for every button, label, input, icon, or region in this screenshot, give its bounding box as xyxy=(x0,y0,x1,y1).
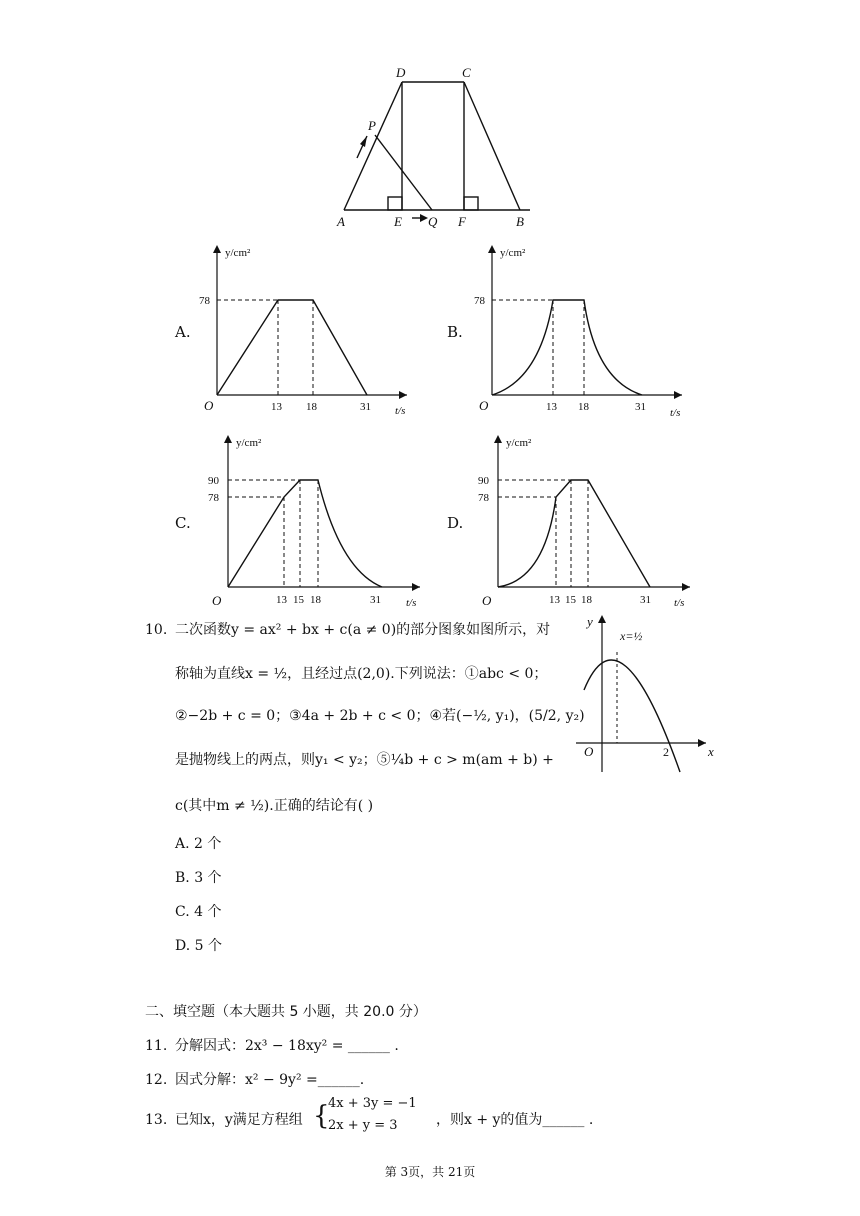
label-p: P xyxy=(368,118,376,133)
q12-number: 12. xyxy=(145,1072,168,1088)
option-a-xtick-18: 18 xyxy=(306,401,317,413)
q10-option-a: A. 2 个 xyxy=(175,836,222,852)
option-a-graph xyxy=(195,240,425,420)
q10-option-c: C. 4 个 xyxy=(175,904,222,920)
q10-graph-y: y xyxy=(587,614,593,629)
option-d-xtick-18: 18 xyxy=(581,594,592,606)
line-ad xyxy=(344,82,402,210)
q10-line-1: 二次函数y = ax² + bx + c(a ≠ 0)的部分图象如图所示，对 xyxy=(175,622,551,638)
option-c-origin: O xyxy=(212,593,222,608)
label-f: F xyxy=(458,214,466,229)
option-a-xlabel: t/s xyxy=(395,405,406,417)
option-d-ytick-90: 90 xyxy=(478,475,489,487)
option-b-ylabel: y/cm² xyxy=(500,247,526,259)
option-b-xtick-18: 18 xyxy=(578,401,589,413)
q10-parabola-graph xyxy=(570,612,720,782)
q13-eq1: 4x + 3y = −1 xyxy=(328,1096,417,1111)
label-c: C xyxy=(462,65,471,80)
right-angle-f xyxy=(464,197,478,210)
q10-option-d: D. 5 个 xyxy=(175,938,222,954)
q11-number: 11. xyxy=(145,1038,168,1054)
option-b-graph xyxy=(470,240,700,420)
q13-number: 13. xyxy=(145,1112,168,1128)
option-d-letter: D. xyxy=(447,514,464,532)
option-b-origin: O xyxy=(479,398,489,413)
option-a-ylabel: y/cm² xyxy=(225,247,251,259)
q10-line-4: 是抛物线上的两点，则y₁ < y₂；⑤¼b + c > m(am + b) + xyxy=(175,752,554,768)
q10-graph-axis-label: x=½ xyxy=(620,629,643,643)
q13-brace: { xyxy=(313,1101,330,1131)
label-e: E xyxy=(394,214,402,229)
q11-text: 分解因式：2x³ − 18xy² = ______ . xyxy=(175,1038,399,1054)
option-b-xlabel: t/s xyxy=(670,407,681,419)
option-a-letter: A. xyxy=(175,323,191,341)
q10-line-3: ②−2b + c = 0；③4a + 2b + c < 0；④若(−½, y₁)，(5/2, y₂) xyxy=(175,708,585,724)
option-c-xtick-31: 31 xyxy=(370,594,381,606)
option-a-ytick-78: 78 xyxy=(199,295,210,307)
option-d-xlabel: t/s xyxy=(674,597,685,609)
option-c-xlabel: t/s xyxy=(406,597,417,609)
option-d-origin: O xyxy=(482,593,492,608)
option-a-xtick-13: 13 xyxy=(271,401,282,413)
option-c-xtick-13: 13 xyxy=(276,594,287,606)
q10-line-5: c(其中m ≠ ½).正确的结论有( ) xyxy=(175,798,374,814)
option-b-xtick-31: 31 xyxy=(635,401,646,413)
page-footer: 第 3页，共 21页 xyxy=(384,1165,476,1179)
line-pq xyxy=(375,135,432,210)
option-c-ylabel: y/cm² xyxy=(236,437,262,449)
option-c-letter: C. xyxy=(175,514,191,532)
q10-line-2: 称轴为直线x = ½，且经过点(2,0).下列说法：①abc < 0； xyxy=(175,666,548,682)
label-d: D xyxy=(396,65,406,80)
option-d-ytick-78: 78 xyxy=(478,492,489,504)
trapezoid-figure xyxy=(320,60,540,235)
option-d-xtick-13: 13 xyxy=(549,594,560,606)
label-q: Q xyxy=(428,214,438,229)
option-a-xtick-31: 31 xyxy=(360,401,371,413)
q10-graph-root: 2 xyxy=(663,745,669,759)
option-c-ytick-90: 90 xyxy=(208,475,219,487)
q13-post: ，则x + y的值为______ . xyxy=(436,1112,594,1128)
option-c-xtick-15: 15 xyxy=(293,594,304,606)
option-a-origin: O xyxy=(204,398,214,413)
q12-text: 因式分解：x² − 9y² =______. xyxy=(175,1072,365,1088)
q10-option-b: B. 3 个 xyxy=(175,870,222,886)
option-d-graph xyxy=(470,430,700,610)
option-d-ylabel: y/cm² xyxy=(506,437,532,449)
q10-graph-origin: O xyxy=(584,744,594,759)
q13-pre: 已知x，y满足方程组 xyxy=(175,1112,303,1128)
q10-number: 10. xyxy=(145,622,168,638)
option-b-xtick-13: 13 xyxy=(546,401,557,413)
line-cb xyxy=(464,82,520,210)
label-a: A xyxy=(337,214,345,229)
section2-title: 二、填空题（本大题共 5 小题，共 20.0 分） xyxy=(145,1004,427,1020)
option-c-ytick-78: 78 xyxy=(208,492,219,504)
option-b-ytick-78: 78 xyxy=(474,295,485,307)
q10-graph-x: x xyxy=(708,744,714,759)
label-b: B xyxy=(516,214,524,229)
option-d-xtick-15: 15 xyxy=(565,594,576,606)
q13-eq2: 2x + y = 3 xyxy=(328,1118,398,1133)
right-angle-e xyxy=(388,197,402,210)
option-b-letter: B. xyxy=(447,323,463,341)
option-c-xtick-18: 18 xyxy=(310,594,321,606)
option-d-xtick-31: 31 xyxy=(640,594,651,606)
option-c-graph xyxy=(200,430,430,610)
